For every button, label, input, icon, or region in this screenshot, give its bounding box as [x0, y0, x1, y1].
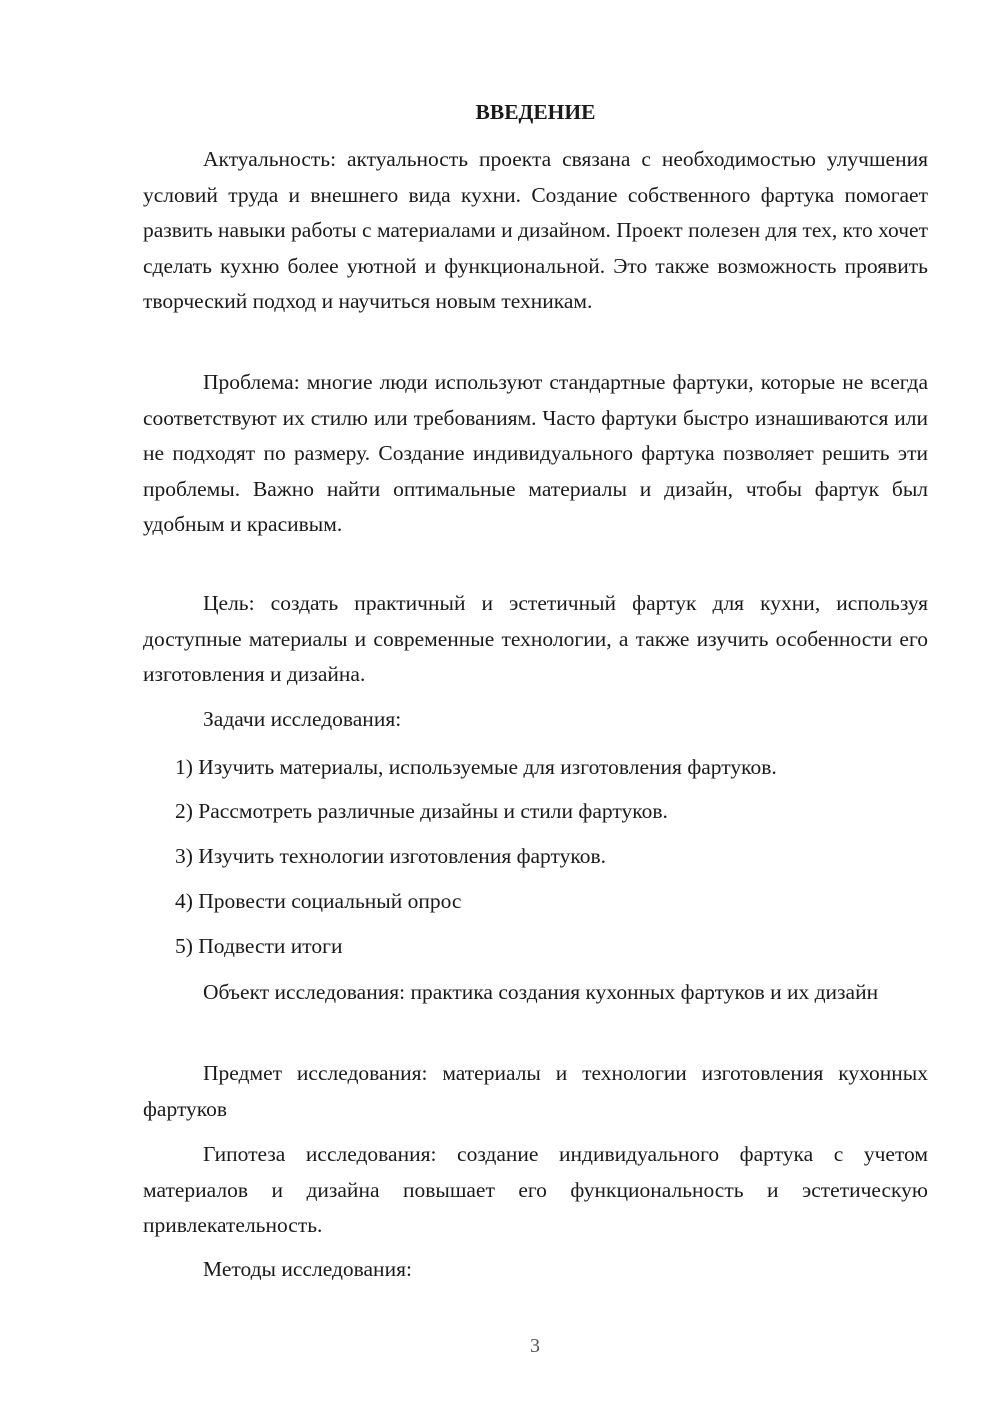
list-item: 3) Изучить технологии изготовления фартуков.: [175, 844, 607, 868]
paragraph-goal: Цель: создать практичный и эстетичный фартук для кухни, используя доступные материалы и современные технологии, а также изучить особенности его изготовления и дизайна.: [143, 591, 928, 686]
list-item: 4) Провести социальный опрос: [175, 889, 462, 913]
list-item: 1) Изучить материалы, используемые для изготовления фартуков.: [175, 755, 777, 779]
paragraph-relevance: Актуальность: актуальность проекта связана с необходимостью улучшения условий труда и внешнего вида кухни. Создание собственного фартука помогает развить навыки работы с материалами и дизайном. Проект полезен для тех, кто хочет сделать кухню более уютной и функциональной. Это также возможность проявить творческий подход и научиться новым техникам.: [143, 147, 928, 313]
tasks-heading: Задачи исследования:: [203, 707, 402, 731]
paragraph-subject: Предмет исследования: материалы и технологии изготовления кухонных фартуков: [143, 1061, 928, 1121]
paragraph-hypothesis: Гипотеза исследования: создание индивидуального фартука с учетом материалов и дизайна повышает его функциональность и эстетическую привлекательность.: [143, 1142, 928, 1237]
methods-heading: Методы исследования:: [203, 1257, 412, 1281]
paragraph-problem: Проблема: многие люди используют стандартные фартуки, которые не всегда соответствуют их стилю или требованиям. Часто фартуки быстро изнашиваются или не подходят по размеру. Создание индивидуального фартука позволяет решить эти проблемы. Важно найти оптимальные материалы и дизайн, чтобы фартук был удобным и красивым.: [143, 370, 928, 536]
page-title: ВВЕДЕНИЕ: [475, 100, 596, 124]
list-item: 2) Рассмотреть различные дизайны и стили фартуков.: [175, 799, 668, 823]
paragraph-object: Объект исследования: практика создания кухонных фартуков и их дизайн: [203, 980, 879, 1004]
list-item: 5) Подвести итоги: [175, 934, 343, 958]
page-number: 3: [530, 1335, 540, 1357]
